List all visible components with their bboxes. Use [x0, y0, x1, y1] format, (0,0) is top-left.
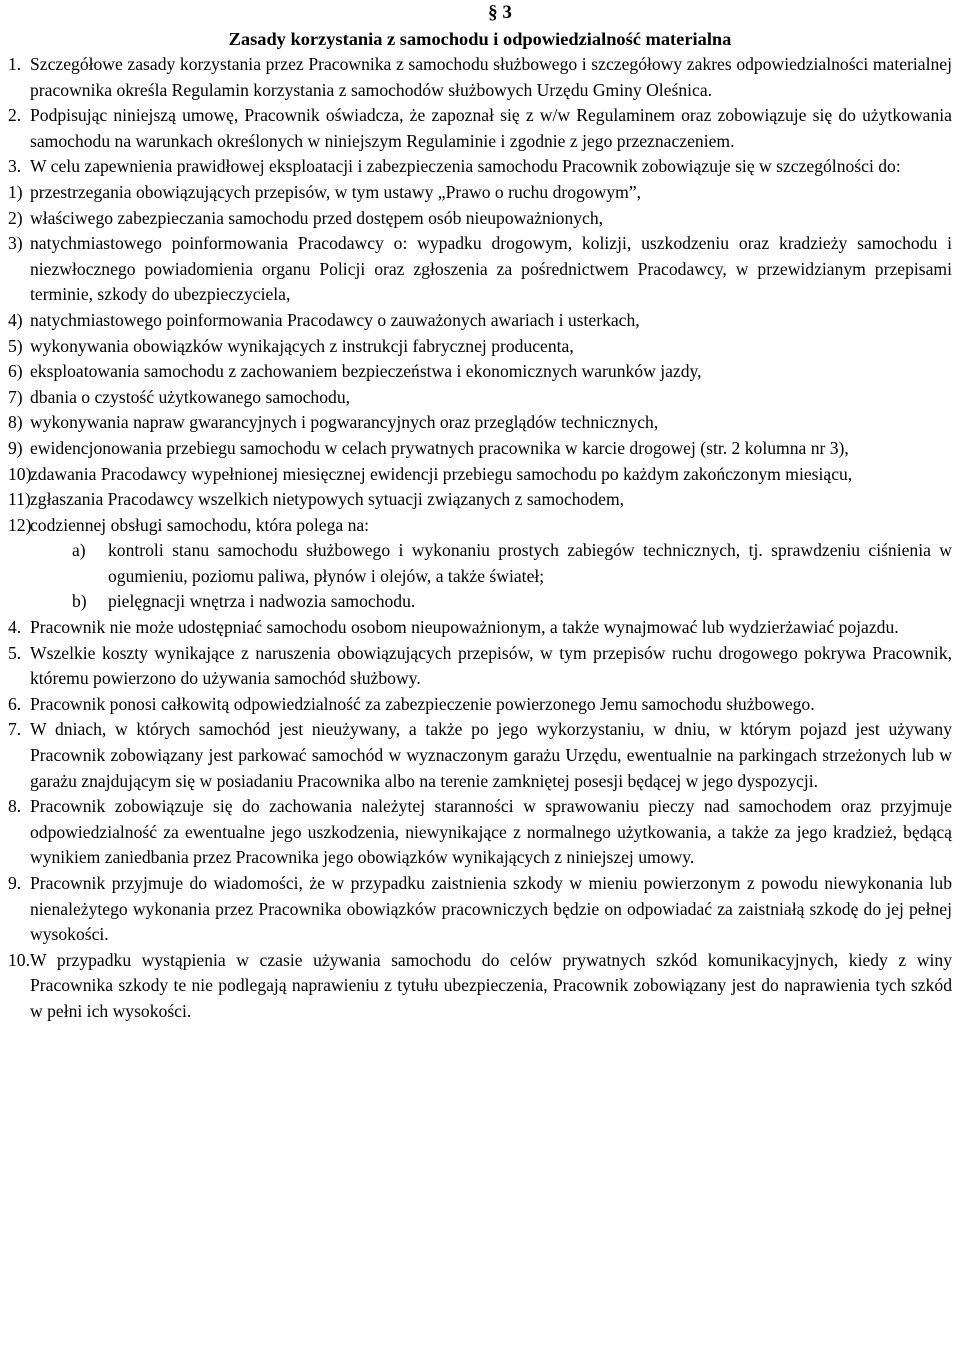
sub-list-item-letter: a): [72, 540, 86, 561]
list-item-text: właściwego zabezpieczania samochodu przed dostępem osób nieupoważnionych,: [30, 207, 604, 228]
paragraph-6: [8, 692, 952, 718]
list-item-number: 5): [8, 335, 23, 356]
paragraph-number: 6.: [8, 693, 22, 714]
list-item: [8, 513, 952, 539]
sub-list-item-text: kontroli stanu samochodu służbowego i wykonaniu prostych zabiegów technicznych, tj. sprawdzeniu ciśnienia w ogumieniu, poziomu paliwa, płynów i olejów, a także świateł;: [108, 540, 952, 586]
sub-list-item: [8, 589, 952, 615]
paragraph-10: [8, 948, 952, 1025]
list-item-text: zgłaszania Pracodawcy wszelkich nietypowych sytuacji związanych z samochodem,: [30, 489, 625, 510]
list-item-text: eksploatowania samochodu z zachowaniem bezpieczeństwa i ekonomicznych warunków jazdy,: [30, 361, 702, 382]
paragraph-text: Pracownik nie może udostępniać samochodu osobom nieupoważnionym, a także wynajmować lub wydzierżawiać pojazdu.: [30, 617, 899, 638]
list-item: [8, 385, 952, 411]
list-item-number: 10): [8, 463, 32, 484]
sub-list-item-letter: b): [72, 591, 87, 612]
paragraph-number: 9.: [8, 873, 22, 893]
paragraph-1: [8, 52, 952, 103]
list-item-text: przestrzegania obowiązujących przepisów, w tym ustawy „Prawo o ruchu drogowym”,: [30, 181, 642, 202]
paragraph-2: [8, 103, 952, 154]
list-item: [8, 487, 952, 513]
paragraph-number: 10.: [8, 949, 30, 970]
list-item-text: dbania o czystość użytkowanego samochodu,: [30, 386, 351, 407]
list-item-text: codziennej obsługi samochodu, która polega na:: [30, 514, 370, 535]
paragraph-text: Szczegółowe zasady korzystania przez Pracownika z samochodu służbowego i szczegółowy zakres odpowiedzialności materialnej pracownika określa Regulamin korzystania z samochodów służbowych Urzędu Gminy Oleśnica.: [30, 54, 952, 100]
paragraph-3: [8, 154, 952, 180]
paragraph-text: Pracownik ponosi całkowitą odpowiedzialność za zabezpieczenie powierzonego Jemu samochodu służbowego.: [30, 693, 815, 714]
paragraph-text: W dniach, w których samochód jest nieużywany, a także po jego wykorzystaniu, w dniu, w którym pojazd jest używany Pracownik zobowiązany jest parkować samochód w wyznaczonym garażu Urzędu, ewentualnie na parkingach strzeżonych lub w garażu znajdującym się w posiadaniu Pracownika albo na terenie zamkniętej posesji będącej w jego dyspozycji.: [30, 719, 952, 791]
list-item: [8, 308, 952, 334]
paragraph-text: W celu zapewnienia prawidłowej eksploatacji i zabezpieczenia samochodu Pracownik zobowiązuje się w szczególności do:: [30, 156, 901, 177]
list-item-number: 4): [8, 309, 23, 330]
paragraph-7: [8, 717, 952, 794]
paragraph-number: 2.: [8, 105, 22, 126]
list-item: [8, 334, 952, 360]
section-title: Zasady korzystania z samochodu i odpowiedzialność materialna: [228, 29, 732, 49]
list-item-text: zdawania Pracodawcy wypełnionej miesięcznej ewidencji przebiegu samochodu po każdym zakończonym miesiącu,: [30, 463, 853, 484]
list-item-text: natychmiastowego poinformowania Pracodawcy o: wypadku drogowym, kolizji, uszkodzeniu oraz kradzieży samochodu i niezwłocznego powiadomienia organu Policji oraz zgłoszenia za pośrednictwem Pracodawcy, w przewidzianym przepisami terminie, szkody do ubezpieczyciela,: [30, 233, 952, 305]
list-item-number: 12): [8, 514, 32, 535]
sub-list-item-text: pielęgnacji wnętrza i nadwozia samochodu.: [108, 591, 416, 612]
paragraph-text: Podpisując niniejszą umowę, Pracownik oświadcza, że zapoznał się z w/w Regulaminem oraz zobowiązuje się do użytkowania samochodu na warunkach określonych w niniejszym Regulaminie i zgodnie z jego przeznaczeniem.: [30, 105, 952, 151]
sub-list-item: [8, 538, 952, 589]
paragraph-text: Pracownik zobowiązuje się do zachowania należytej staranności w sprawowaniu pieczy nad samochodem oraz przyjmuje odpowiedzialność za ewentualne jego uszkodzenia, niewynikające z normalnego użytkowania, a także za jego kradzież, będącą wynikiem zaniedbania przez Pracownika jego obowiązków wynikających z niniejszej umowy.: [30, 796, 952, 868]
list-item-text: natychmiastowego poinformowania Pracodawcy o zauważonych awariach i usterkach,: [30, 309, 640, 330]
list-item-number: 2): [8, 207, 23, 228]
list-item-number: 3): [8, 233, 23, 254]
paragraph-number: 5.: [8, 642, 22, 663]
paragraph-number: 7.: [8, 719, 22, 740]
paragraph-9: [8, 871, 952, 948]
list-item: [8, 410, 952, 436]
list-item: [8, 436, 952, 462]
list-item: [8, 180, 952, 206]
paragraph-number: 3.: [8, 156, 22, 177]
list-item-text: wykonywania napraw gwarancyjnych i pogwarancyjnych oraz przeglądów technicznych,: [30, 412, 659, 433]
list-item: [8, 231, 952, 308]
list-item-text: wykonywania obowiązków wynikających z instrukcji fabrycznej producenta,: [30, 335, 574, 356]
paragraph-4: [8, 615, 952, 641]
paragraph-number: 8.: [8, 796, 22, 817]
list-item: [8, 206, 952, 232]
section-sign: § 3: [488, 2, 512, 23]
paragraph-text: W przypadku wystąpienia w czasie używania samochodu do celów prywatnych szkód komunikacyjnych, kiedy z winy Pracownika szkody te nie podlegają naprawieniu z tytułu ubezpieczenia, Pracownik zobowiązany jest do naprawienia tych szkód w pełni ich wysokości.: [30, 949, 952, 1021]
list-item-text: ewidencjonowania przebiegu samochodu w celach prywatnych pracownika w karcie drogowej (str. 2 kolumna nr 3),: [30, 437, 849, 458]
paragraph-number: 4.: [8, 617, 22, 638]
list-item-number: 11): [8, 489, 31, 510]
list-item-number: 8): [8, 412, 23, 433]
list-item-number: 7): [8, 386, 23, 407]
paragraph-5: [8, 641, 952, 692]
list-item-number: 6): [8, 361, 23, 382]
list-item-number: 9): [8, 437, 23, 458]
list-item-number: 1): [8, 181, 23, 202]
paragraph-text: Pracownik przyjmuje do wiadomości, że w przypadku zaistnienia szkody w mieniu powierzonym z powodu niewykonania lub nienależytego wykonania przez Pracownika obowiązków pracowniczych będzie on odpowiadać za zaistniałą szkodę do jej pełnej wysokości.: [30, 873, 952, 945]
paragraph-8: [8, 794, 952, 871]
list-item: [8, 462, 952, 488]
paragraph-number: 1.: [8, 54, 22, 74]
paragraph-text: Wszelkie koszty wynikające z naruszenia obowiązujących przepisów, w tym przepisów ruchu drogowego pokrywa Pracownik, któremu powierzono do używania samochód służbowy.: [30, 642, 952, 689]
list-item: [8, 359, 952, 385]
